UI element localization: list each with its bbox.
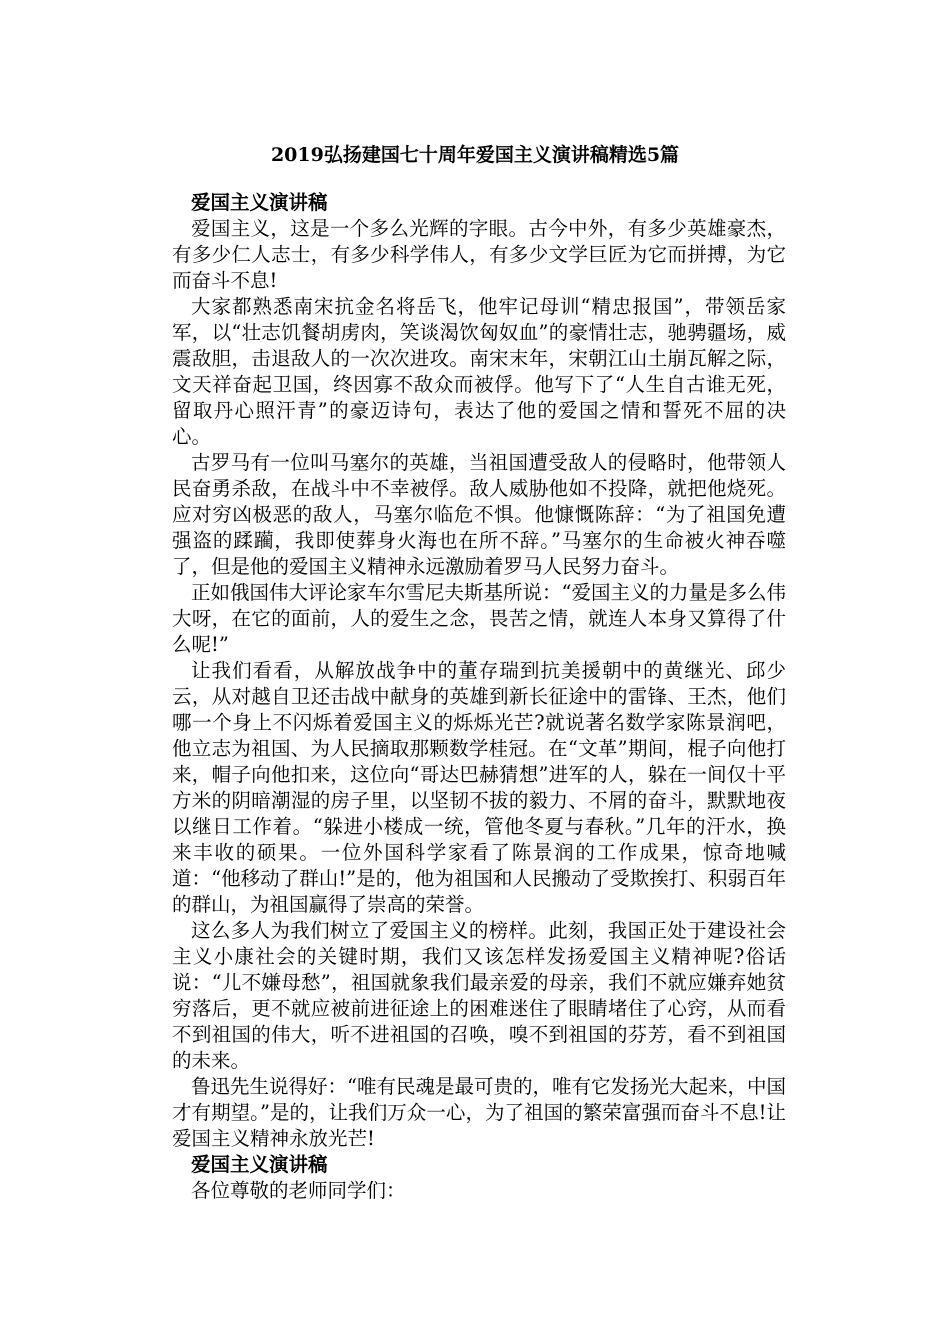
paragraph: 鲁迅先生说得好：“唯有民魂是最可贵的，唯有它发扬光大起来，中国才有期望。”是的，让我们万众一心，为了祖国的繁荣富强而奋斗不息!让爱国主义精神永放光芒! [172, 1075, 786, 1150]
paragraph: 这么多人为我们树立了爱国主义的榜样。此刻，我国正处于建设社会主义小康社会的关键时期，我们又该怎样发扬爱国主义精神呢?俗话说：“儿不嫌母愁”，祖国就象我们最亲爱的母亲，我们不就应嫌弃她贫穷落后，更不就应被前进征途上的困难迷住了眼睛堵住了心窍，从而看不到祖国的伟大，听不进祖国的召唤，嗅不到祖国的芬芳，看不到祖国的未来。 [172, 919, 786, 1072]
paragraph: 大家都熟悉南宋抗金名将岳飞，他牢记母训“精忠报国”，带领岳家军，以“壮志饥餐胡虏肉，笑谈渴饮匈奴血”的豪情壮志，驰骋疆场，威震敌胆，击退敌人的一次次进攻。南宋末年，宋朝江山土崩瓦解之际，文天祥奋起卫国，终因寡不敌众而被俘。他写下了“人生自古谁无死，留取丹心照汗青”的豪迈诗句，表达了他的爱国之情和誓死不屈的决心。 [172, 295, 786, 448]
paragraph: 让我们看看，从解放战争中的董存瑞到抗美援朝中的黄继光、邱少云，从对越自卫还击战中献身的英雄到新长征途中的雷锋、王杰，他们哪一个身上不闪烁着爱国主义的烁烁光芒?就说著名数学家陈景润吧，他立志为祖国、为人民摘取那颗数学桂冠。在“文革”期间，棍子向他打来，帽子向他扣来，这位向“哥达巴赫猜想”进军的人，躲在一间仅十平方米的阴暗潮湿的房子里，以坚韧不拔的毅力、不屑的奋斗，默默地夜以继日工作着。“躲进小楼成一统，管他冬夏与春秋。”几年的汗水，换来丰收的硕果。一位外国科学家看了陈景润的工作成果，惊奇地喊道：“他移动了群山!”是的，他为祖国和人民搬动了受欺挨打、积弱百年的群山，为祖国赢得了崇高的荣誉。 [172, 659, 786, 916]
paragraph: 各位尊敬的老师同学们： [191, 1179, 406, 1202]
paragraph: 正如俄国伟大评论家车尔雪尼夫斯基所说：“爱国主义的力量是多么伟大呀，在它的面前，人的爱生之念，畏苦之情，就连人本身又算得了什么呢!” [172, 581, 786, 656]
paragraph: 古罗马有一位叫马塞尔的英雄，当祖国遭受敌人的侵略时，他带领人民奋勇杀敌，在战斗中不幸被俘。敌人威胁他如不投降，就把他烧死。应对穷凶极恶的敌人，马塞尔临危不惧。他慷慨陈辞：“为了祖国免遭强盗的蹂躏，我即使葬身火海也在所不辞。”马塞尔的生命被火神吞噬了，但是他的爱国主义精神永远激励着罗马人民努力奋斗。 [172, 451, 786, 578]
section-heading: 爱国主义演讲稿 [191, 1153, 328, 1176]
document-body [172, 190, 786, 1204]
paragraph: 爱国主义，这是一个多么光辉的字眼。古今中外，有多少英雄豪杰，有多少仁人志士，有多少科学伟人，有多少文学巨匠为它而拼搏，为它而奋斗不息! [172, 217, 786, 292]
section-heading: 爱国主义演讲稿 [191, 191, 328, 214]
document-title: 2019弘扬建国七十周年爱国主义演讲稿精选5篇 [270, 144, 680, 166]
speech-section [172, 1152, 786, 1204]
speech-section [172, 190, 786, 1152]
